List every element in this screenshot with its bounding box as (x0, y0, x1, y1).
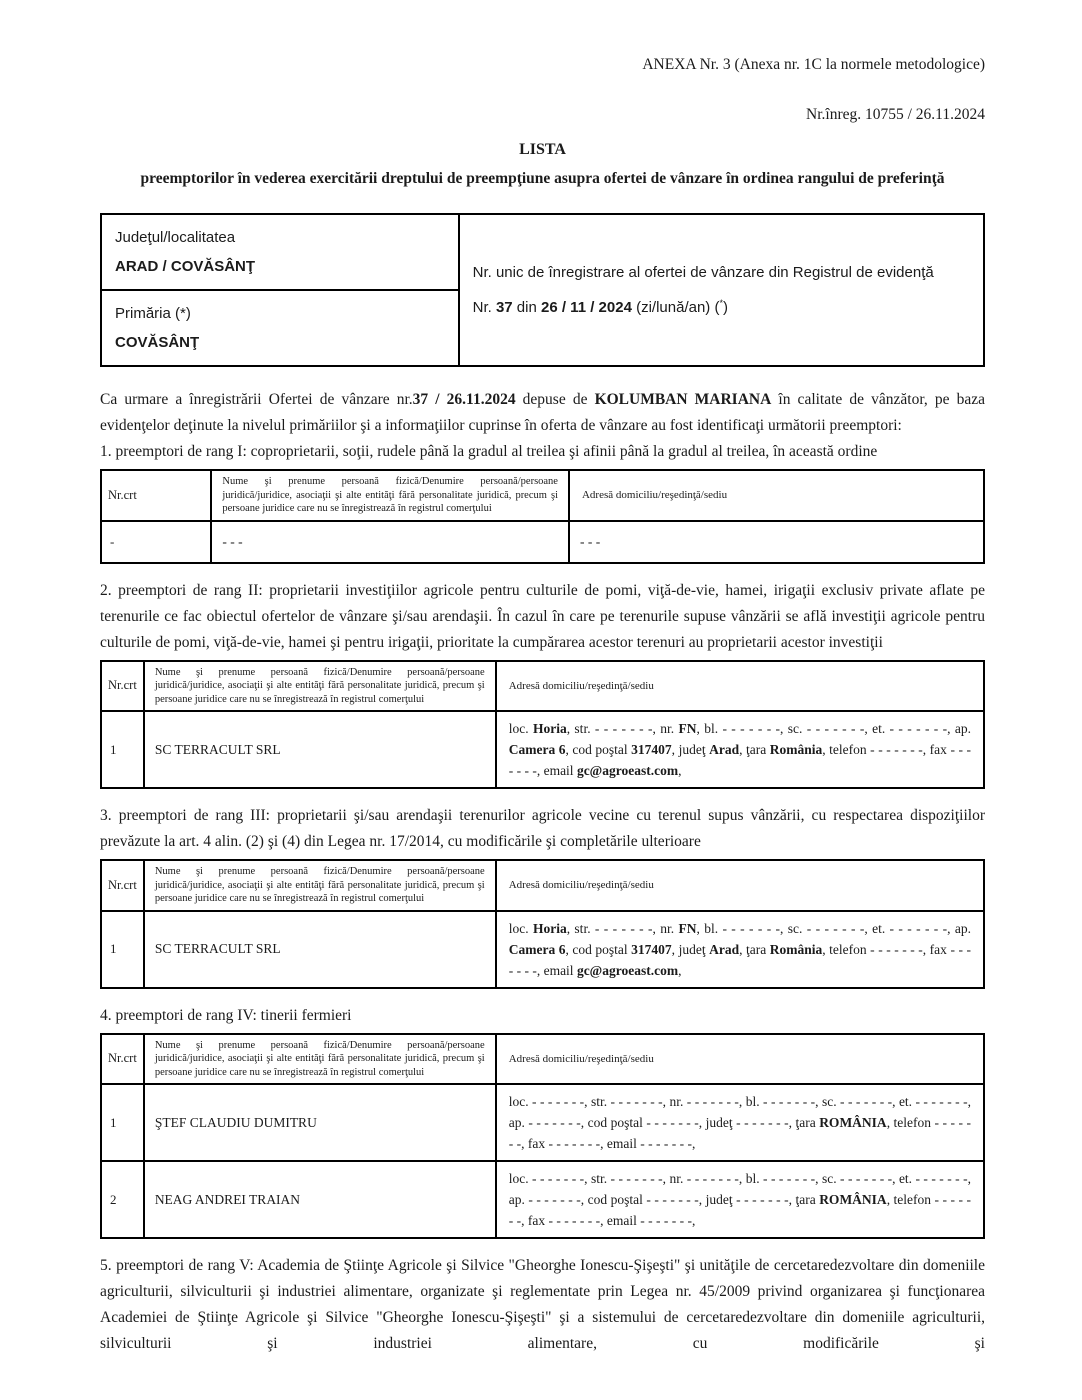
document-subtitle: preemptorilor în vederea exercitării dreptului de preempţiune asupra ofertei de vânzare în ordinea rangului de preferinţă (140, 170, 945, 187)
registration-number-line: Nr.înreg. 10755 / 26.11.2024 (806, 106, 985, 123)
address-header: Adresă domiciliu/reşedinţă/sediu (496, 860, 984, 911)
table-row (101, 911, 984, 988)
address-cell: loc. - - - - - - -, str. - - - - - - -, nr. - - - - - - -, bl. - - - - - - -, sc. - - - - - - -, et. - - - - - - -, ap. - - - - - - -, cod poştal - - - - - - -, judeţ - - - - - - -, ţara ROMÂNIA, telefon - - - - - - -, fax - - - - - - -, email - - - - - - -, (496, 1084, 984, 1161)
name-cell: NEAG ANDREI TRAIAN (144, 1161, 496, 1238)
address-header: Adresă domiciliu/reşedinţă/sediu (569, 470, 984, 521)
table-row (101, 1084, 984, 1161)
row-number-cell: 1 (101, 911, 144, 988)
name-cell: - - - (211, 521, 569, 563)
section-rank2-paragraph: 2. preemptori de rang II: proprietarii investiţiilor agricole pentru culturile de pomi, viţă-de-vie, hamei, irigaţii exclusiv private aflate pe terenurile ce fac obiectul ofertelor de vânzare şi/sau arendaşii. În cazul în care pe terenurile supuse vânzării se află investiţii agricole pentru culturile de pomi, viţă-de-vie, hamei şi pentru irigaţii, prioritate la cumpărarea acestor terenuri au proprietarii acestor investiţii (100, 581, 985, 651)
address-header: Adresă domiciliu/reşedinţă/sediu (496, 1034, 984, 1085)
cityhall-label: Primăria (*) (115, 305, 191, 322)
name-header: Nume şi prenume persoană fizică/Denumire persoană/persoane juridică/juridice, asociaţii şi alte entităţi fără personalitate juridică, precum şi persoane juridice care nu se înregistrează în registrul comerţului (211, 470, 569, 521)
table-row (101, 1161, 984, 1238)
table-row (101, 214, 984, 290)
county-label: Judeţul/localitatea (115, 229, 236, 246)
cityhall-value: COVĂSÂNŢ (115, 334, 200, 351)
nrcrt-header: Nr.crt (101, 661, 144, 712)
rank2-table (100, 660, 985, 790)
address-cell: loc. - - - - - - -, str. - - - - - - -, nr. - - - - - - -, bl. - - - - - - -, sc. - - - - - - -, et. - - - - - - -, ap. - - - - - - -, cod poştal - - - - - - -, judeţ - - - - - - -, ţara ROMÂNIA, telefon - - - - - - -, fax - - - - - - -, email - - - - - - -, (496, 1161, 984, 1238)
table-header-row (101, 860, 984, 911)
row-number-cell: - (101, 521, 211, 563)
nrcrt-header: Nr.crt (101, 1034, 144, 1085)
table-header-row (101, 1034, 984, 1085)
row-number-cell: 1 (101, 1084, 144, 1161)
registry-number-line: Nr. 37 din 26 / 11 / 2024 (zi/lună/an) (*) (472, 297, 728, 316)
row-number-cell: 1 (101, 711, 144, 788)
name-header: Nume şi prenume persoană fizică/Denumire persoană/persoane juridică/juridice, asociaţii şi alte entităţi fără personalitate juridică, precum şi persoane juridice care nu se înregistrează în registrul comerţului (144, 860, 496, 911)
registry-title: Nr. unic de înregistrare al ofertei de vânzare din Registrul de evidenţă (472, 263, 934, 281)
rank4-table (100, 1033, 985, 1240)
section-rank3-paragraph: 3. preemptori de rang III: proprietarii şi/sau arendaşii terenurilor agricole vecine cu terenul supus vânzării, cu respectarea dispoziţiilor prevăzute la art. 4 alin. (2) şi (4) din Legea nr. 17/2014, cu modificările şi completările ulterioare (100, 807, 985, 850)
anexa-line: ANEXA Nr. 3 (Anexa nr. 1C la normele metodologice) (642, 56, 985, 73)
address-cell: loc. Horia, str. - - - - - - -, nr. FN, bl. - - - - - - -, sc. - - - - - - -, et. - - - - - - -, ap. Camera 6, cod poştal 317407, judeţ Arad, ţara România, telefon - - - - - - -, fax - - - - - - -, email gc@agroeast.com, (496, 711, 984, 788)
rank1-table (100, 469, 985, 564)
table-header-row (101, 661, 984, 712)
county-cell (101, 214, 459, 290)
nrcrt-header: Nr.crt (101, 470, 211, 521)
section-rank5-paragraph: 5. preemptori de rang V: Academia de Ştiinţe Agricole şi Silvice "Gheorghe Ionescu-Şişeşti" şi unităţile de cercetaredezvoltare din domeniile agriculturii, silviculturii şi industriei alimentare, organizate şi reglementate prin Legea nr. 45/2009 privind organizarea şi funcţionarea Academiei de Ştiinţe Agricole şi Silvice "Gheorghe Ionescu-Şişeşti" şi a sistemului de cercetaredezvoltare din domeniile agriculturii, silviculturii şi industriei alimentare, cu modificările şi (100, 1257, 985, 1352)
cityhall-cell (101, 290, 459, 366)
name-cell: SC TERRACULT SRL (144, 911, 496, 988)
info-table (100, 213, 985, 367)
county-value: ARAD / COVĂSÂNŢ (115, 258, 256, 275)
nrcrt-header: Nr.crt (101, 860, 144, 911)
name-cell: ŞTEF CLAUDIU DUMITRU (144, 1084, 496, 1161)
address-cell: loc. Horia, str. - - - - - - -, nr. FN, bl. - - - - - - -, sc. - - - - - - -, et. - - - - - - -, ap. Camera 6, cod poştal 317407, judeţ Arad, ţara România, telefon - - - - - - -, fax - - - - - - -, email gc@agroeast.com, (496, 911, 984, 988)
intro-paragraph: Ca urmare a înregistrării Ofertei de vânzare nr.37 / 26.11.2024 depuse de KOLUMBAN MARIANA în calitate de vânzător, pe baza evidenţelor deţinute la nivelul primăriilor şi a informaţiilor cuprinse în oferta de vânzare au fost identificaţi următorii preemptori: (100, 391, 985, 434)
table-header-row (101, 470, 984, 521)
row-number-cell: 2 (101, 1161, 144, 1238)
address-header: Adresă domiciliu/reşedinţă/sediu (496, 661, 984, 712)
rank3-table (100, 859, 985, 989)
table-row (101, 521, 984, 563)
document-title: LISTA (519, 141, 566, 158)
address-cell: - - - (569, 521, 984, 563)
name-cell: SC TERRACULT SRL (144, 711, 496, 788)
name-header: Nume şi prenume persoană fizică/Denumire persoană/persoane juridică/juridice, asociaţii şi alte entităţi fără personalitate juridică, precum şi persoane juridice care nu se înregistrează în registrul comerţului (144, 661, 496, 712)
registry-cell (459, 214, 984, 366)
section-rank4-heading: 4. preemptori de rang IV: tinerii fermieri (100, 1006, 352, 1024)
table-row (101, 711, 984, 788)
name-header: Nume şi prenume persoană fizică/Denumire persoană/persoane juridică/juridice, asociaţii şi alte entităţi fără personalitate juridică, precum şi persoane juridice care nu se înregistrează în registrul comerţului (144, 1034, 496, 1085)
section-rank1-heading: 1. preemptori de rang I: coproprietarii, soţii, rudele până la gradul al treilea şi afinii până la gradul al treilea, în această ordine (100, 443, 878, 460)
